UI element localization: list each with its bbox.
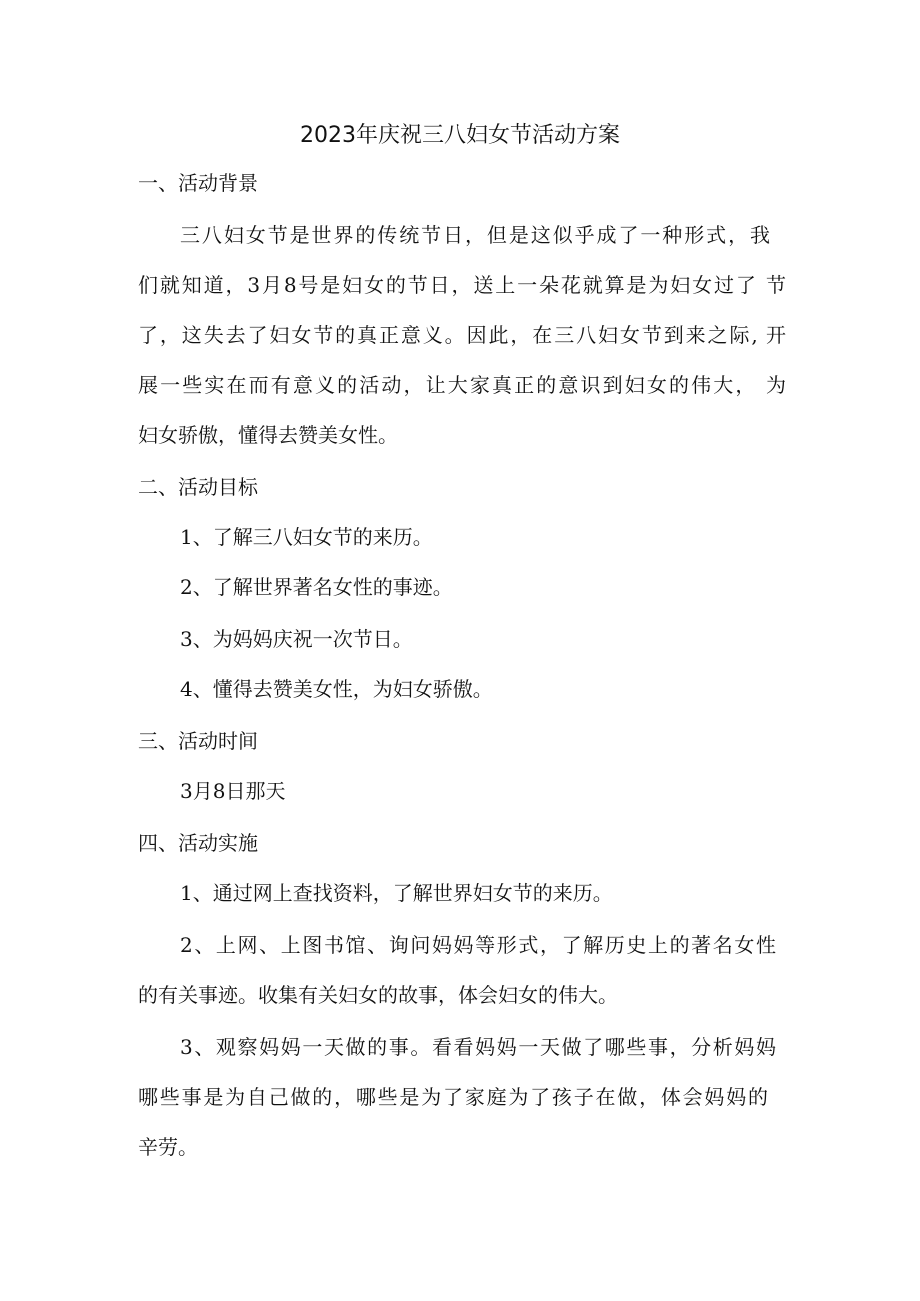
list-item: 1、通过网上查找资料，了解世界妇女节的来历。 xyxy=(180,881,613,905)
list-item: 2、上网、上图书馆、询问妈妈等形式，了解历史上的著名女性 xyxy=(180,933,776,957)
list-item-continuation: 辛劳。 xyxy=(138,1135,198,1159)
list-item: 1、了解三八妇女节的来历。 xyxy=(180,525,433,549)
paragraph-line: 妇女骄傲，懂得去赞美女性。 xyxy=(138,423,398,447)
paragraph-line: 了，这失去了妇女节的真正意义。因此，在三八妇女节到来之际, 开 xyxy=(138,323,786,347)
section-heading-implementation: 四、活动实施 xyxy=(138,831,258,855)
list-item: 4、懂得去赞美女性，为妇女骄傲。 xyxy=(180,677,493,701)
list-item: 3月8日那天 xyxy=(180,779,286,803)
document-title: 2023年庆祝三八妇女节活动方案 xyxy=(300,123,620,148)
list-item: 3、观察妈妈一天做的事。看看妈妈一天做了哪些事，分析妈妈 xyxy=(180,1035,776,1059)
paragraph-line: 们就知道，3月8号是妇女的节日，送上一朵花就算是为妇女过了 节 xyxy=(138,273,786,297)
section-heading-time: 三、活动时间 xyxy=(138,729,258,753)
section-heading-background: 一、活动背景 xyxy=(138,171,258,195)
list-item-continuation: 哪些事是为自己做的，哪些是为了家庭为了孩子在做，体会妈妈的 xyxy=(138,1085,768,1109)
paragraph-line: 展一些实在而有意义的活动，让大家真正的意识到妇女的伟大， 为 xyxy=(138,373,786,397)
list-item: 2、了解世界著名女性的事迹。 xyxy=(180,575,453,599)
list-item-continuation: 的有关事迹。收集有关妇女的故事，体会妇女的伟大。 xyxy=(138,983,618,1007)
paragraph-line: 三八妇女节是世界的传统节日，但是这似乎成了一种形式，我 xyxy=(180,223,770,247)
list-item: 3、为妈妈庆祝一次节日。 xyxy=(180,627,413,651)
section-heading-goals: 二、活动目标 xyxy=(138,475,258,499)
